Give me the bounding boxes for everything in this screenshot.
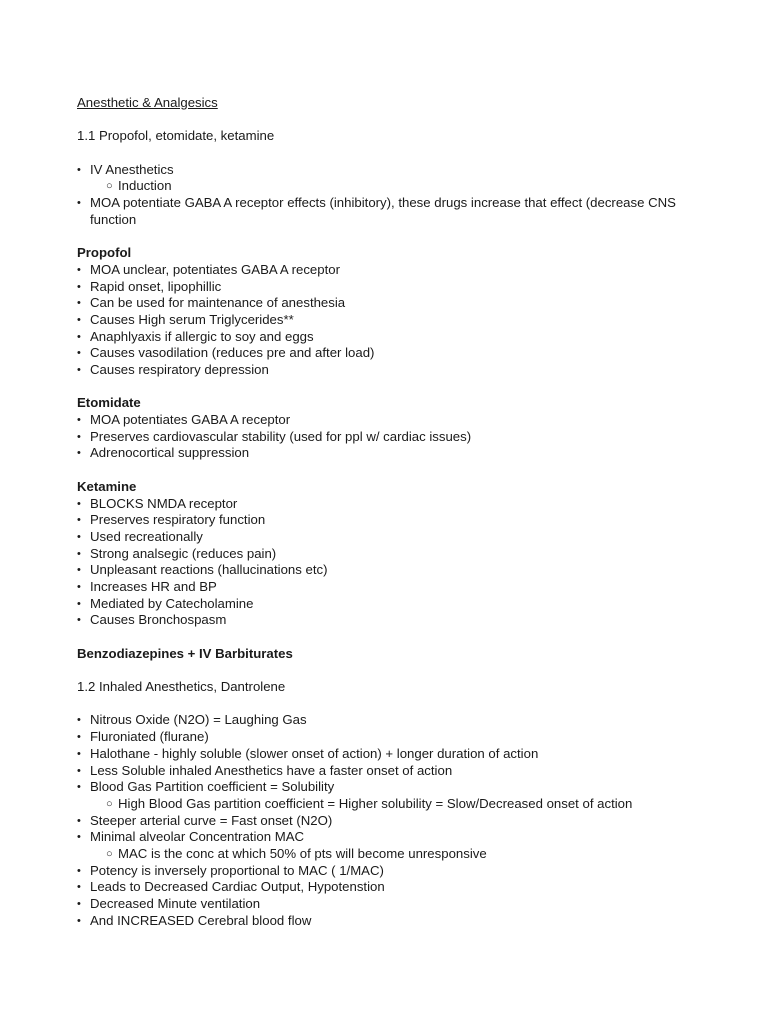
inhaled-item: • Minimal alveolar Concentration MAC xyxy=(77,829,717,846)
propofol-item: • Anaphlyaxis if allergic to soy and eggs xyxy=(77,329,717,346)
etomidate-item: • Preserves cardiovascular stability (used for ppl w/ cardiac issues) xyxy=(77,429,717,446)
propofol-item: • Rapid onset, lipophillic xyxy=(77,279,717,296)
inhaled-item: • Decreased Minute ventilation xyxy=(77,896,717,913)
heading-propofol: Propofol xyxy=(77,245,132,261)
propofol-item: • Causes vasodilation (reduces pre and after load) xyxy=(77,345,717,362)
document-title: Anesthetic & Analgesics xyxy=(77,95,218,110)
inhaled-item: • Halothane - highly soluble (slower onset of action) + longer duration of action xyxy=(77,746,717,763)
inhaled-item: • And INCREASED Cerebral blood flow xyxy=(77,913,717,930)
etomidate-item: • MOA potentiates GABA A receptor xyxy=(77,412,717,429)
propofol-item: • Causes High serum Triglycerides** xyxy=(77,312,717,329)
bullet-moa: • MOA potentiate GABA A receptor effects (inhibitory), these drugs increase that effect (decrease CNS function xyxy=(77,195,717,228)
inhaled-item: • Blood Gas Partition coefficient = Solubility xyxy=(77,779,717,796)
ketamine-item: • Strong analsegic (reduces pain) xyxy=(77,546,717,563)
inhaled-item: • Potency is inversely proportional to MAC ( 1/MAC) xyxy=(77,863,717,880)
inhaled-item: • Nitrous Oxide (N2O) = Laughing Gas xyxy=(77,712,717,729)
heading-benzodiazepines: Benzodiazepines + IV Barbiturates xyxy=(77,645,293,661)
bullet-iv-anesthetics: • IV Anesthetics xyxy=(77,162,717,179)
ketamine-item: • BLOCKS NMDA receptor xyxy=(77,496,717,513)
inhaled-item: • Leads to Decreased Cardiac Output, Hypotenstion xyxy=(77,879,717,896)
sub-bullet-induction: ○ Induction xyxy=(77,178,717,195)
ketamine-item: • Mediated by Catecholamine xyxy=(77,596,717,613)
section-heading-1-1: 1.1 Propofol, etomidate, ketamine xyxy=(77,128,275,144)
ketamine-item: • Increases HR and BP xyxy=(77,579,717,596)
inhaled-item: • Less Soluble inhaled Anesthetics have a faster onset of action xyxy=(77,763,717,780)
ketamine-item: • Unpleasant reactions (hallucinations etc) xyxy=(77,562,717,579)
document-body xyxy=(77,95,717,929)
ketamine-item: • Preserves respiratory function xyxy=(77,512,717,529)
propofol-item: • Causes respiratory depression xyxy=(77,362,717,379)
heading-ketamine: Ketamine xyxy=(77,478,137,494)
section-heading-1-2: 1.2 Inhaled Anesthetics, Dantrolene xyxy=(77,679,286,695)
heading-etomidate: Etomidate xyxy=(77,395,141,411)
inhaled-sub-item: ○ MAC is the conc at which 50% of pts will become unresponsive xyxy=(77,846,717,863)
propofol-item: • MOA unclear, potentiates GABA A receptor xyxy=(77,262,717,279)
inhaled-sub-item: ○ High Blood Gas partition coefficient = Higher solubility = Slow/Decreased onset of action xyxy=(77,796,717,813)
inhaled-item: • Steeper arterial curve = Fast onset (N2O) xyxy=(77,813,717,830)
inhaled-item: • Fluroniated (flurane) xyxy=(77,729,717,746)
ketamine-item: • Used recreationally xyxy=(77,529,717,546)
ketamine-item: • Causes Bronchospasm xyxy=(77,612,717,629)
propofol-item: • Can be used for maintenance of anesthesia xyxy=(77,295,717,312)
etomidate-item: • Adrenocortical suppression xyxy=(77,445,717,462)
